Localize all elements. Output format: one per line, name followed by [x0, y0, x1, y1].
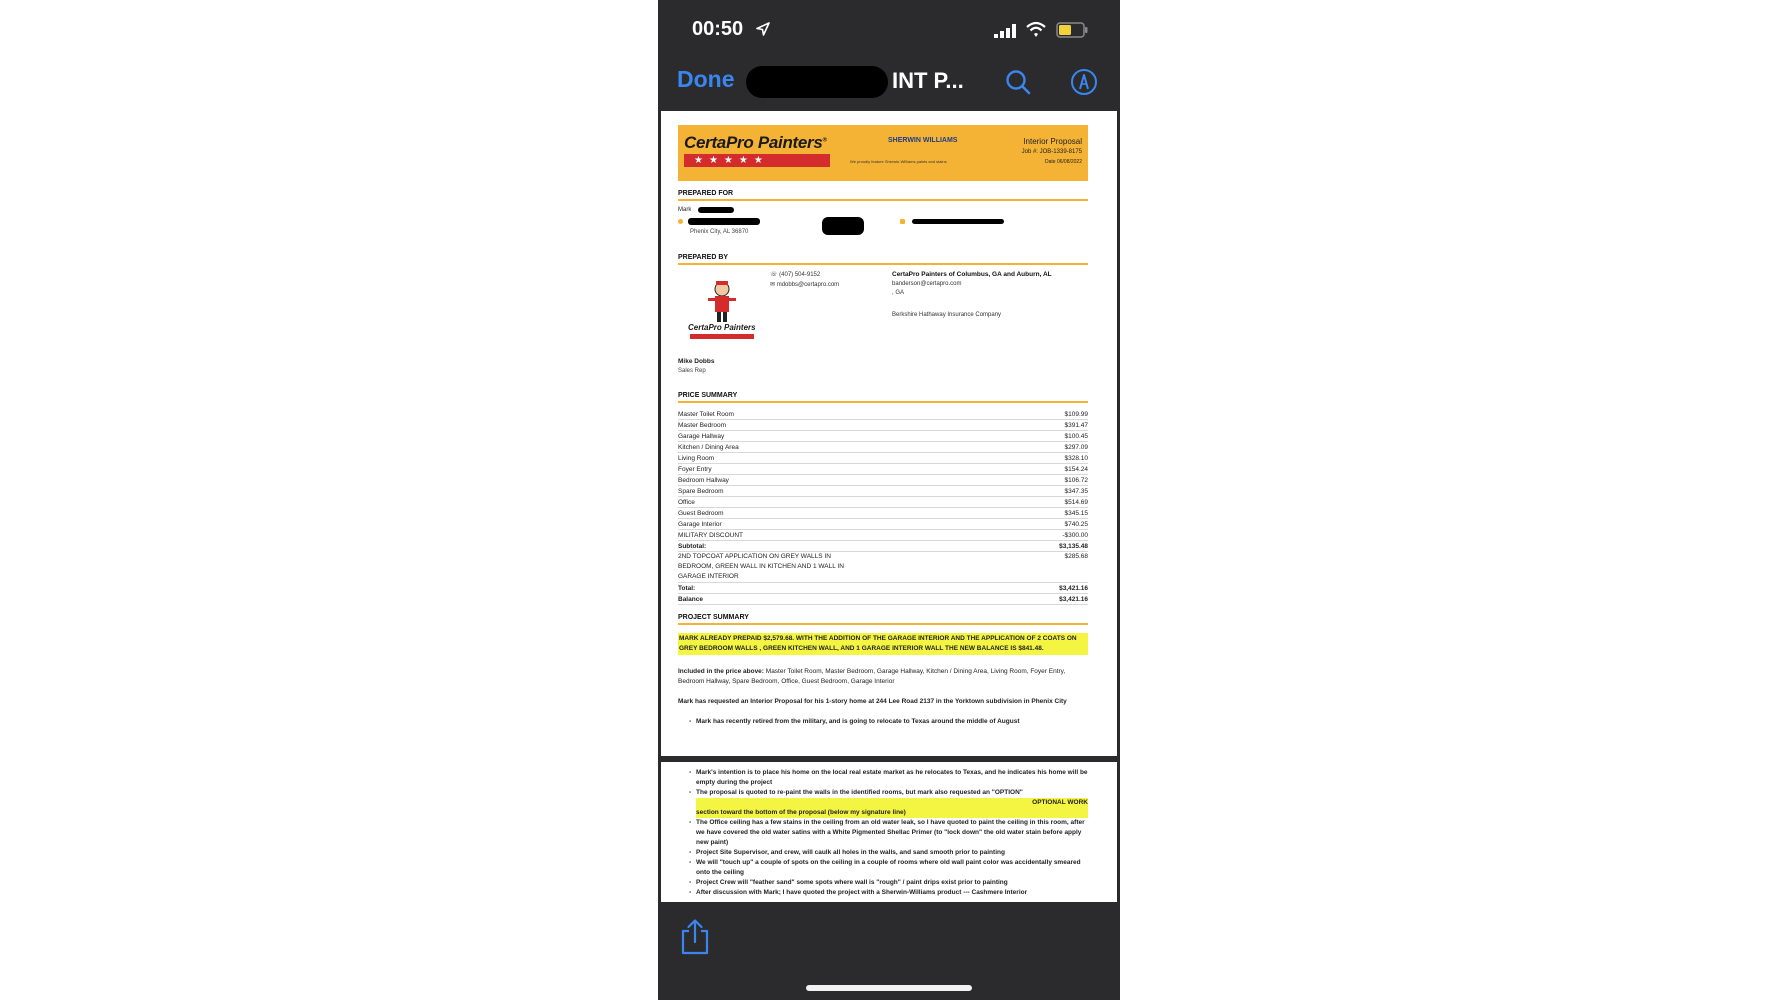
prepared-by-heading: PREPARED BY	[678, 254, 1088, 265]
partner-logo: SHERWIN WILLIAMS	[888, 137, 958, 144]
company-email: banderson@certapro.com	[892, 281, 962, 287]
proposal-document-continued	[678, 768, 1088, 898]
price-summary-heading: PRICE SUMMARY	[678, 392, 1088, 403]
company-name: CertaPro Painters of Columbus, GA and Auburn, AL	[892, 271, 1052, 278]
price-row: Garage Hallway $100.45	[678, 433, 1088, 440]
location-dot-icon	[678, 219, 683, 224]
price-row: Living Room $328.10	[678, 455, 1088, 462]
rep-email: ✉ mdobbs@certapro.com	[770, 282, 840, 288]
redaction-mark	[822, 217, 864, 235]
request-text: Mark has requested an Interior Proposal for his 1-story home at 244 Lee Road 2137 in the Yorktown subdivision in Phenix City	[678, 698, 1067, 705]
rep-logo-brand: CertaPro Painters	[688, 323, 756, 332]
price-row: Master Bedroom $391.47	[678, 422, 1088, 429]
redaction-mark	[688, 218, 760, 225]
proposal-document	[678, 125, 1088, 727]
rep-phone: ☏ (407) 504-9152	[770, 272, 821, 278]
job-number: Job #: JOB-1339-8175	[1021, 149, 1082, 155]
home-indicator[interactable]	[806, 985, 972, 991]
list-item: • Project Site Supervisor, and crew, will caulk all holes in the walls, and sand smooth prior to painting	[696, 848, 1088, 858]
status-bar	[658, 0, 1120, 60]
included-rooms: Included in the price above: Master Toilet Room, Master Bedroom, Garage Hallway, Kitchen / Dining Area, Living Room, Foyer Entry, Bedroom Hallway, Spare Bedroom, Office, Guest Bedroom, Garage Interior	[678, 668, 1066, 685]
list-item: • Project Crew will "feather sand" some spots where wall is "rough" / paint drips exist prior to painting	[696, 878, 1088, 888]
client-first-name: Mark	[678, 207, 692, 213]
brand-stars: ★★★★★	[684, 154, 830, 167]
price-row: Kitchen / Dining Area $297.09	[678, 444, 1088, 451]
prepaid-highlight: MARK ALREADY PREPAID $2,579.68. WITH THE ADDITION OF THE GARAGE INTERIOR AND THE APPLICATION OF 2 COATS ON GREY BEDROOM WALLS , GREEN KITCHEN WALL, AND 1 GARAGE INTERIOR WALL THE NEW BALANCE IS $841.48.	[678, 633, 1088, 655]
price-row: Foyer Entry $154.24	[678, 466, 1088, 473]
brand-logo	[684, 133, 830, 167]
proposal-banner	[678, 125, 1088, 181]
price-row: Bedroom Hallway $106.72	[678, 477, 1088, 484]
signal-icon	[994, 24, 1016, 38]
document-page-2[interactable]	[661, 762, 1117, 902]
company-state: , GA	[892, 290, 905, 296]
subtotal-row: Subtotal: $3,135.48	[678, 543, 1088, 550]
document-title: INT P...	[892, 68, 964, 93]
wifi-icon	[1026, 21, 1046, 38]
client-address: Phenix City, AL 36870	[690, 229, 749, 235]
status-time: 00:50	[692, 18, 744, 40]
list-item: • We will "touch up" a couple of spots on the ceiling in a couple of rooms where old wall paint color was accidentally smeared onto the ceiling	[696, 858, 1088, 878]
partner-tagline: We proudly feature Sherwin-Williams paints and stains	[850, 159, 947, 164]
search-icon[interactable]	[1004, 68, 1032, 96]
prepared-for-heading: PREPARED FOR	[678, 190, 1088, 201]
list-item: • The Office ceiling has a few stains in the ceiling from an old water leak, so I have quoted to paint the ceiling in this room, after we have covered the old water satins with a White Pigmented Shellac Primer (to "lock down" the old water stain before apply new paint)	[696, 818, 1088, 848]
price-table	[678, 409, 1088, 605]
price-row: Master Toilet Room $109.99	[678, 411, 1088, 418]
summary-bullets	[678, 717, 1088, 727]
list-item: • The proposal is quoted to re-paint the walls in the identified rooms, but mark also requested an "OPTION" OPTIONAL WORK section toward the bottom of the proposal (below my signature line)	[696, 788, 1088, 818]
price-row: Spare Bedroom $347.35	[678, 488, 1088, 495]
prepared-by-section	[678, 265, 1088, 383]
price-row: Garage Interior $740.25	[678, 521, 1088, 528]
email-dot-icon	[900, 219, 905, 224]
proposal-title: Interior Proposal	[1023, 137, 1082, 146]
project-summary-heading: PROJECT SUMMARY	[678, 614, 1088, 625]
share-icon[interactable]	[678, 918, 712, 956]
document-page-1[interactable]	[661, 111, 1117, 756]
battery-icon	[1056, 22, 1088, 38]
rep-role: Sales Rep	[678, 368, 706, 374]
proposal-date: Date 06/08/2022	[1045, 159, 1082, 165]
extra-work-row: 2ND TOPCOAT APPLICATION ON GREY WALLS IN BEDROOM, GREEN WALL IN KITCHEN AND 1 WALL IN GARAGE INTERIOR $285.68	[678, 552, 1088, 583]
phone-screen	[658, 0, 1120, 1000]
brand-name: CertaPro Painters®	[684, 133, 827, 152]
bottom-toolbar	[658, 902, 1120, 1000]
markup-icon[interactable]	[1070, 68, 1098, 96]
price-row: Office $514.69	[678, 499, 1088, 506]
redaction-mark	[698, 207, 734, 213]
price-row: MILITARY DISCOUNT -$300.00	[678, 532, 1088, 539]
rep-logo-stars	[690, 334, 754, 339]
list-item: • Mark's intention is to place his home on the local real estate market as he relocates to Texas, and he indicates his home will be empty during the project	[696, 768, 1088, 788]
redaction-mark	[912, 219, 1004, 224]
summary-bullets-continued	[678, 768, 1088, 898]
prepared-for-section	[678, 201, 1088, 245]
balance-row: Balance $3,421.16	[678, 596, 1088, 603]
nav-bar	[658, 60, 1120, 110]
title-redaction	[746, 66, 888, 98]
done-button[interactable]: Done	[677, 66, 735, 92]
optional-work-highlight: OPTIONAL WORK section toward the bottom of the proposal (below my signature line)	[696, 799, 1088, 816]
list-item: • Mark has recently retired from the military, and is going to relocate to Texas around the middle of August	[696, 717, 1088, 727]
rep-name: Mike Dobbs	[678, 358, 715, 365]
list-item: • After discussion with Mark; I have quoted the project with a Sherwin-Williams product --- Cashmere Interior	[696, 888, 1088, 898]
total-row: Total: $3,421.16	[678, 585, 1088, 592]
insurance-company: Berkshire Hathaway Insurance Company	[892, 312, 1002, 318]
price-row: Guest Bedroom $345.15	[678, 510, 1088, 517]
location-arrow-icon	[756, 22, 770, 36]
